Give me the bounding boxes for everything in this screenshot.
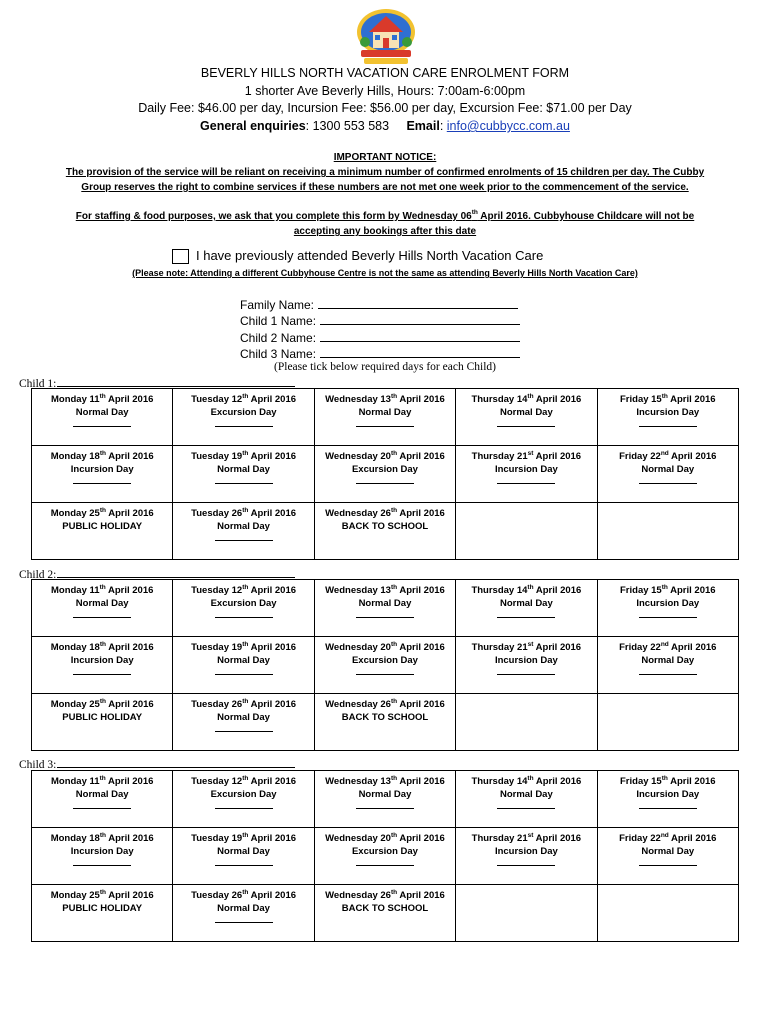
child3-name-label: Child 3 Name: [240, 346, 317, 361]
tick-line[interactable] [73, 479, 131, 484]
week-row [32, 828, 739, 885]
day-type: BACK TO SCHOOL [341, 712, 429, 723]
notice-line-2: Group reserves the right to combine services if these numbers are not met one week prior to the commencement of the service. [81, 182, 689, 193]
day-date: Tuesday 12th April 2016 [191, 393, 297, 405]
day-date: Monday 25th April 2016 [50, 889, 154, 901]
tick-line[interactable] [215, 613, 273, 618]
tick-line[interactable] [73, 613, 131, 618]
day-type: PUBLIC HOLIDAY [62, 521, 143, 532]
day-cell[interactable] [32, 389, 173, 446]
attended-checkbox[interactable] [172, 249, 189, 264]
day-cell[interactable] [314, 637, 455, 694]
child2-name-field[interactable] [320, 330, 520, 342]
day-cell[interactable] [456, 446, 597, 503]
day-cell [32, 885, 173, 942]
family-name-row [240, 297, 520, 313]
empty-cell [597, 503, 738, 560]
day-type: Incursion Day [494, 655, 558, 666]
day-date: Monday 25th April 2016 [50, 507, 154, 519]
day-cell[interactable] [173, 580, 314, 637]
child2-field[interactable] [57, 567, 295, 578]
empty-cell [597, 694, 738, 751]
tick-line[interactable] [639, 670, 697, 675]
day-type: Incursion Day [636, 789, 700, 800]
day-cell[interactable] [456, 637, 597, 694]
day-cell[interactable] [173, 446, 314, 503]
day-cell[interactable] [597, 771, 738, 828]
address-hours: 1 shorter Ave Beverly Hills, Hours: 7:00am-6:00pm [244, 84, 526, 98]
tick-line[interactable] [497, 422, 555, 427]
empty-cell [456, 503, 597, 560]
tick-line[interactable] [215, 536, 273, 541]
tick-line[interactable] [356, 861, 414, 866]
day-type: Incursion Day [70, 846, 134, 857]
day-date: Wednesday 26th April 2016 [325, 698, 445, 710]
child3-name-row [240, 346, 520, 362]
day-cell [32, 503, 173, 560]
day-type: Normal Day [358, 407, 412, 418]
empty-cell [456, 885, 597, 942]
day-date: Monday 11th April 2016 [50, 393, 154, 405]
week-row [32, 446, 739, 503]
tick-line[interactable] [356, 804, 414, 809]
day-type: Normal Day [217, 521, 270, 532]
day-cell[interactable] [173, 389, 314, 446]
child1-name-field[interactable] [320, 313, 520, 325]
day-date: Thursday 21st April 2016 [471, 832, 582, 844]
child1-label-text: Child 1: [19, 378, 57, 390]
day-cell[interactable] [32, 580, 173, 637]
week-row [32, 389, 739, 446]
day-date: Monday 18th April 2016 [50, 450, 154, 462]
day-type: PUBLIC HOLIDAY [62, 903, 143, 914]
staffing-text-b: April 2016. Cubbyhouse Childcare will not be [477, 211, 695, 222]
child3-name-field[interactable] [320, 346, 520, 358]
week-row [32, 637, 739, 694]
day-type: Normal Day [358, 789, 412, 800]
empty-cell [597, 885, 738, 942]
day-type: Excursion Day [210, 407, 277, 418]
day-type: Normal Day [358, 598, 412, 609]
day-cell[interactable] [456, 771, 597, 828]
attended-row [172, 248, 543, 264]
week-row [32, 503, 739, 560]
tick-line[interactable] [215, 727, 273, 732]
child2-name-row [240, 330, 520, 346]
day-type: Normal Day [75, 789, 129, 800]
day-cell[interactable] [597, 828, 738, 885]
day-cell[interactable] [32, 828, 173, 885]
day-cell[interactable] [173, 503, 314, 560]
email-label: Email [406, 119, 440, 133]
day-cell[interactable] [597, 446, 738, 503]
day-date: Tuesday 12th April 2016 [191, 584, 297, 596]
child1-name-row [240, 313, 520, 329]
tick-line[interactable] [356, 422, 414, 427]
day-type: Excursion Day [210, 598, 277, 609]
child2-name-label: Child 2 Name: [240, 330, 317, 345]
child3-field[interactable] [57, 757, 295, 768]
email-link[interactable]: info@cubbycc.com.au [446, 119, 570, 133]
enquiries-label: General enquiries [200, 119, 306, 133]
day-type: Normal Day [641, 655, 695, 666]
day-type: Normal Day [499, 407, 553, 418]
tick-line[interactable] [215, 861, 273, 866]
day-date: Tuesday 19th April 2016 [191, 832, 297, 844]
day-cell[interactable] [173, 885, 314, 942]
staffing-text-a: For staffing & food purposes, we ask that you complete this form by Wednesday 06 [75, 211, 472, 222]
notice-line-1: The provision of the service will be reliant on receiving a minimum number of confirmed enrolments of 15 children per day. The Cubby [65, 167, 705, 178]
tick-line[interactable] [639, 861, 697, 866]
child1-name-label: Child 1 Name: [240, 314, 317, 329]
tick-line[interactable] [215, 479, 273, 484]
day-date: Tuesday 26th April 2016 [191, 698, 297, 710]
day-type: Incursion Day [494, 846, 558, 857]
day-cell[interactable] [456, 828, 597, 885]
tick-instruction: (Please tick below required days for each Child) [274, 361, 496, 373]
day-date: Thursday 14th April 2016 [471, 393, 582, 405]
day-date: Tuesday 12th April 2016 [191, 775, 297, 787]
day-cell[interactable] [597, 389, 738, 446]
day-type: Normal Day [499, 789, 553, 800]
day-date: Friday 22nd April 2016 [619, 832, 717, 844]
child1-field[interactable] [57, 376, 295, 387]
fees-line: Daily Fee: $46.00 per day, Incursion Fee: $56.00 per day, Excursion Fee: $71.00 per Day [138, 101, 632, 115]
day-date: Monday 11th April 2016 [50, 584, 154, 596]
child3-label-text: Child 3: [19, 759, 57, 771]
form-title: BEVERLY HILLS NORTH VACATION CARE ENROLMENT FORM [200, 66, 570, 80]
day-cell[interactable] [32, 771, 173, 828]
tick-line[interactable] [215, 804, 273, 809]
enquiries-line: General enquiries: 1300 553 583 Email: info@cubbycc.com.au [200, 119, 570, 133]
day-cell[interactable] [173, 694, 314, 751]
tick-line[interactable] [497, 670, 555, 675]
tick-line[interactable] [497, 613, 555, 618]
day-cell [314, 503, 455, 560]
day-cell[interactable] [32, 637, 173, 694]
child2-label-text: Child 2: [19, 569, 57, 581]
child2-days-table [31, 579, 739, 751]
day-date: Wednesday 20th April 2016 [325, 450, 445, 462]
day-cell[interactable] [597, 580, 738, 637]
day-cell[interactable] [456, 389, 597, 446]
child3-days-table [31, 770, 739, 942]
day-date: Tuesday 26th April 2016 [191, 507, 297, 519]
family-name-label: Family Name: [240, 298, 315, 312]
day-date: Thursday 14th April 2016 [471, 775, 582, 787]
day-type: BACK TO SCHOOL [341, 903, 429, 914]
day-date: Friday 22nd April 2016 [619, 641, 717, 653]
day-type: Excursion Day [351, 464, 418, 475]
tick-line[interactable] [639, 804, 697, 809]
day-cell[interactable] [314, 580, 455, 637]
staffing-sup: th [471, 209, 478, 216]
day-date: Thursday 21st April 2016 [471, 450, 582, 462]
tick-line[interactable] [73, 422, 131, 427]
day-type: Excursion Day [351, 655, 418, 666]
day-date: Monday 11th April 2016 [50, 775, 154, 787]
day-type: Incursion Day [70, 655, 134, 666]
day-cell [314, 885, 455, 942]
day-date: Tuesday 19th April 2016 [191, 641, 297, 653]
tick-line[interactable] [497, 804, 555, 809]
tick-line[interactable] [73, 861, 131, 866]
day-date: Friday 15th April 2016 [620, 584, 716, 596]
tick-line[interactable] [639, 422, 697, 427]
day-date: Wednesday 13th April 2016 [325, 775, 445, 787]
week-row [32, 694, 739, 751]
day-date: Tuesday 19th April 2016 [191, 450, 297, 462]
day-type: PUBLIC HOLIDAY [62, 712, 143, 723]
day-type: Excursion Day [351, 846, 418, 857]
tick-line[interactable] [356, 613, 414, 618]
day-cell[interactable] [173, 828, 314, 885]
staffing-line-1 [0, 209, 770, 224]
day-type: Incursion Day [494, 464, 558, 475]
day-type: Normal Day [499, 598, 553, 609]
day-cell[interactable] [173, 637, 314, 694]
tick-line[interactable] [356, 670, 414, 675]
day-type: Normal Day [217, 846, 270, 857]
tick-line[interactable] [215, 918, 273, 923]
day-date: Monday 18th April 2016 [50, 641, 154, 653]
day-type: Normal Day [217, 464, 270, 475]
day-cell[interactable] [314, 771, 455, 828]
day-date: Tuesday 26th April 2016 [191, 889, 297, 901]
day-date: Wednesday 26th April 2016 [325, 889, 445, 901]
tick-line[interactable] [73, 804, 131, 809]
day-date: Friday 22nd April 2016 [619, 450, 717, 462]
notice-title: IMPORTANT NOTICE: [333, 152, 437, 163]
tick-line[interactable] [215, 422, 273, 427]
day-cell[interactable] [314, 389, 455, 446]
staffing-line-2: accepting any bookings after this date [293, 226, 477, 237]
day-type: Excursion Day [210, 789, 277, 800]
week-row [32, 771, 739, 828]
tick-line[interactable] [639, 613, 697, 618]
day-cell[interactable] [314, 828, 455, 885]
tick-line[interactable] [356, 479, 414, 484]
day-type: Incursion Day [636, 598, 700, 609]
day-date: Wednesday 20th April 2016 [325, 832, 445, 844]
tick-line[interactable] [215, 670, 273, 675]
day-type: Normal Day [217, 903, 270, 914]
day-type: Incursion Day [70, 464, 134, 475]
day-type: Normal Day [217, 655, 270, 666]
day-cell[interactable] [32, 446, 173, 503]
child3-label [19, 757, 295, 771]
tick-line[interactable] [497, 479, 555, 484]
day-type: Normal Day [641, 846, 695, 857]
attended-note: (Please note: Attending a different Cubbyhouse Centre is not the same as attending Beverly Hills North Vacation Care) [132, 268, 638, 278]
day-date: Wednesday 13th April 2016 [325, 584, 445, 596]
day-cell[interactable] [314, 446, 455, 503]
tick-line[interactable] [73, 670, 131, 675]
tick-line[interactable] [497, 861, 555, 866]
names-block [240, 297, 520, 362]
day-type: BACK TO SCHOOL [341, 521, 429, 532]
day-type: Normal Day [217, 712, 270, 723]
day-date: Wednesday 26th April 2016 [325, 507, 445, 519]
day-cell [314, 694, 455, 751]
cubbyhouse-logo [355, 8, 417, 66]
day-cell[interactable] [597, 637, 738, 694]
day-date: Friday 15th April 2016 [620, 393, 716, 405]
day-cell[interactable] [456, 580, 597, 637]
day-date: Thursday 14th April 2016 [471, 584, 582, 596]
day-type: Normal Day [75, 598, 129, 609]
day-date: Thursday 21st April 2016 [471, 641, 582, 653]
day-type: Incursion Day [636, 407, 700, 418]
day-date: Wednesday 20th April 2016 [325, 641, 445, 653]
tick-line[interactable] [639, 479, 697, 484]
day-date: Wednesday 13th April 2016 [325, 393, 445, 405]
empty-cell [456, 694, 597, 751]
day-date: Monday 18th April 2016 [50, 832, 154, 844]
day-date: Monday 25th April 2016 [50, 698, 154, 710]
day-cell[interactable] [173, 771, 314, 828]
day-type: Normal Day [75, 407, 129, 418]
family-name-field[interactable] [318, 297, 518, 309]
week-row [32, 885, 739, 942]
day-type: Normal Day [641, 464, 695, 475]
attended-label: I have previously attended Beverly Hills North Vacation Care [196, 248, 544, 263]
day-cell [32, 694, 173, 751]
child1-days-table [31, 388, 739, 560]
day-date: Friday 15th April 2016 [620, 775, 716, 787]
week-row [32, 580, 739, 637]
phone-number: : 1300 553 583 [305, 119, 390, 133]
